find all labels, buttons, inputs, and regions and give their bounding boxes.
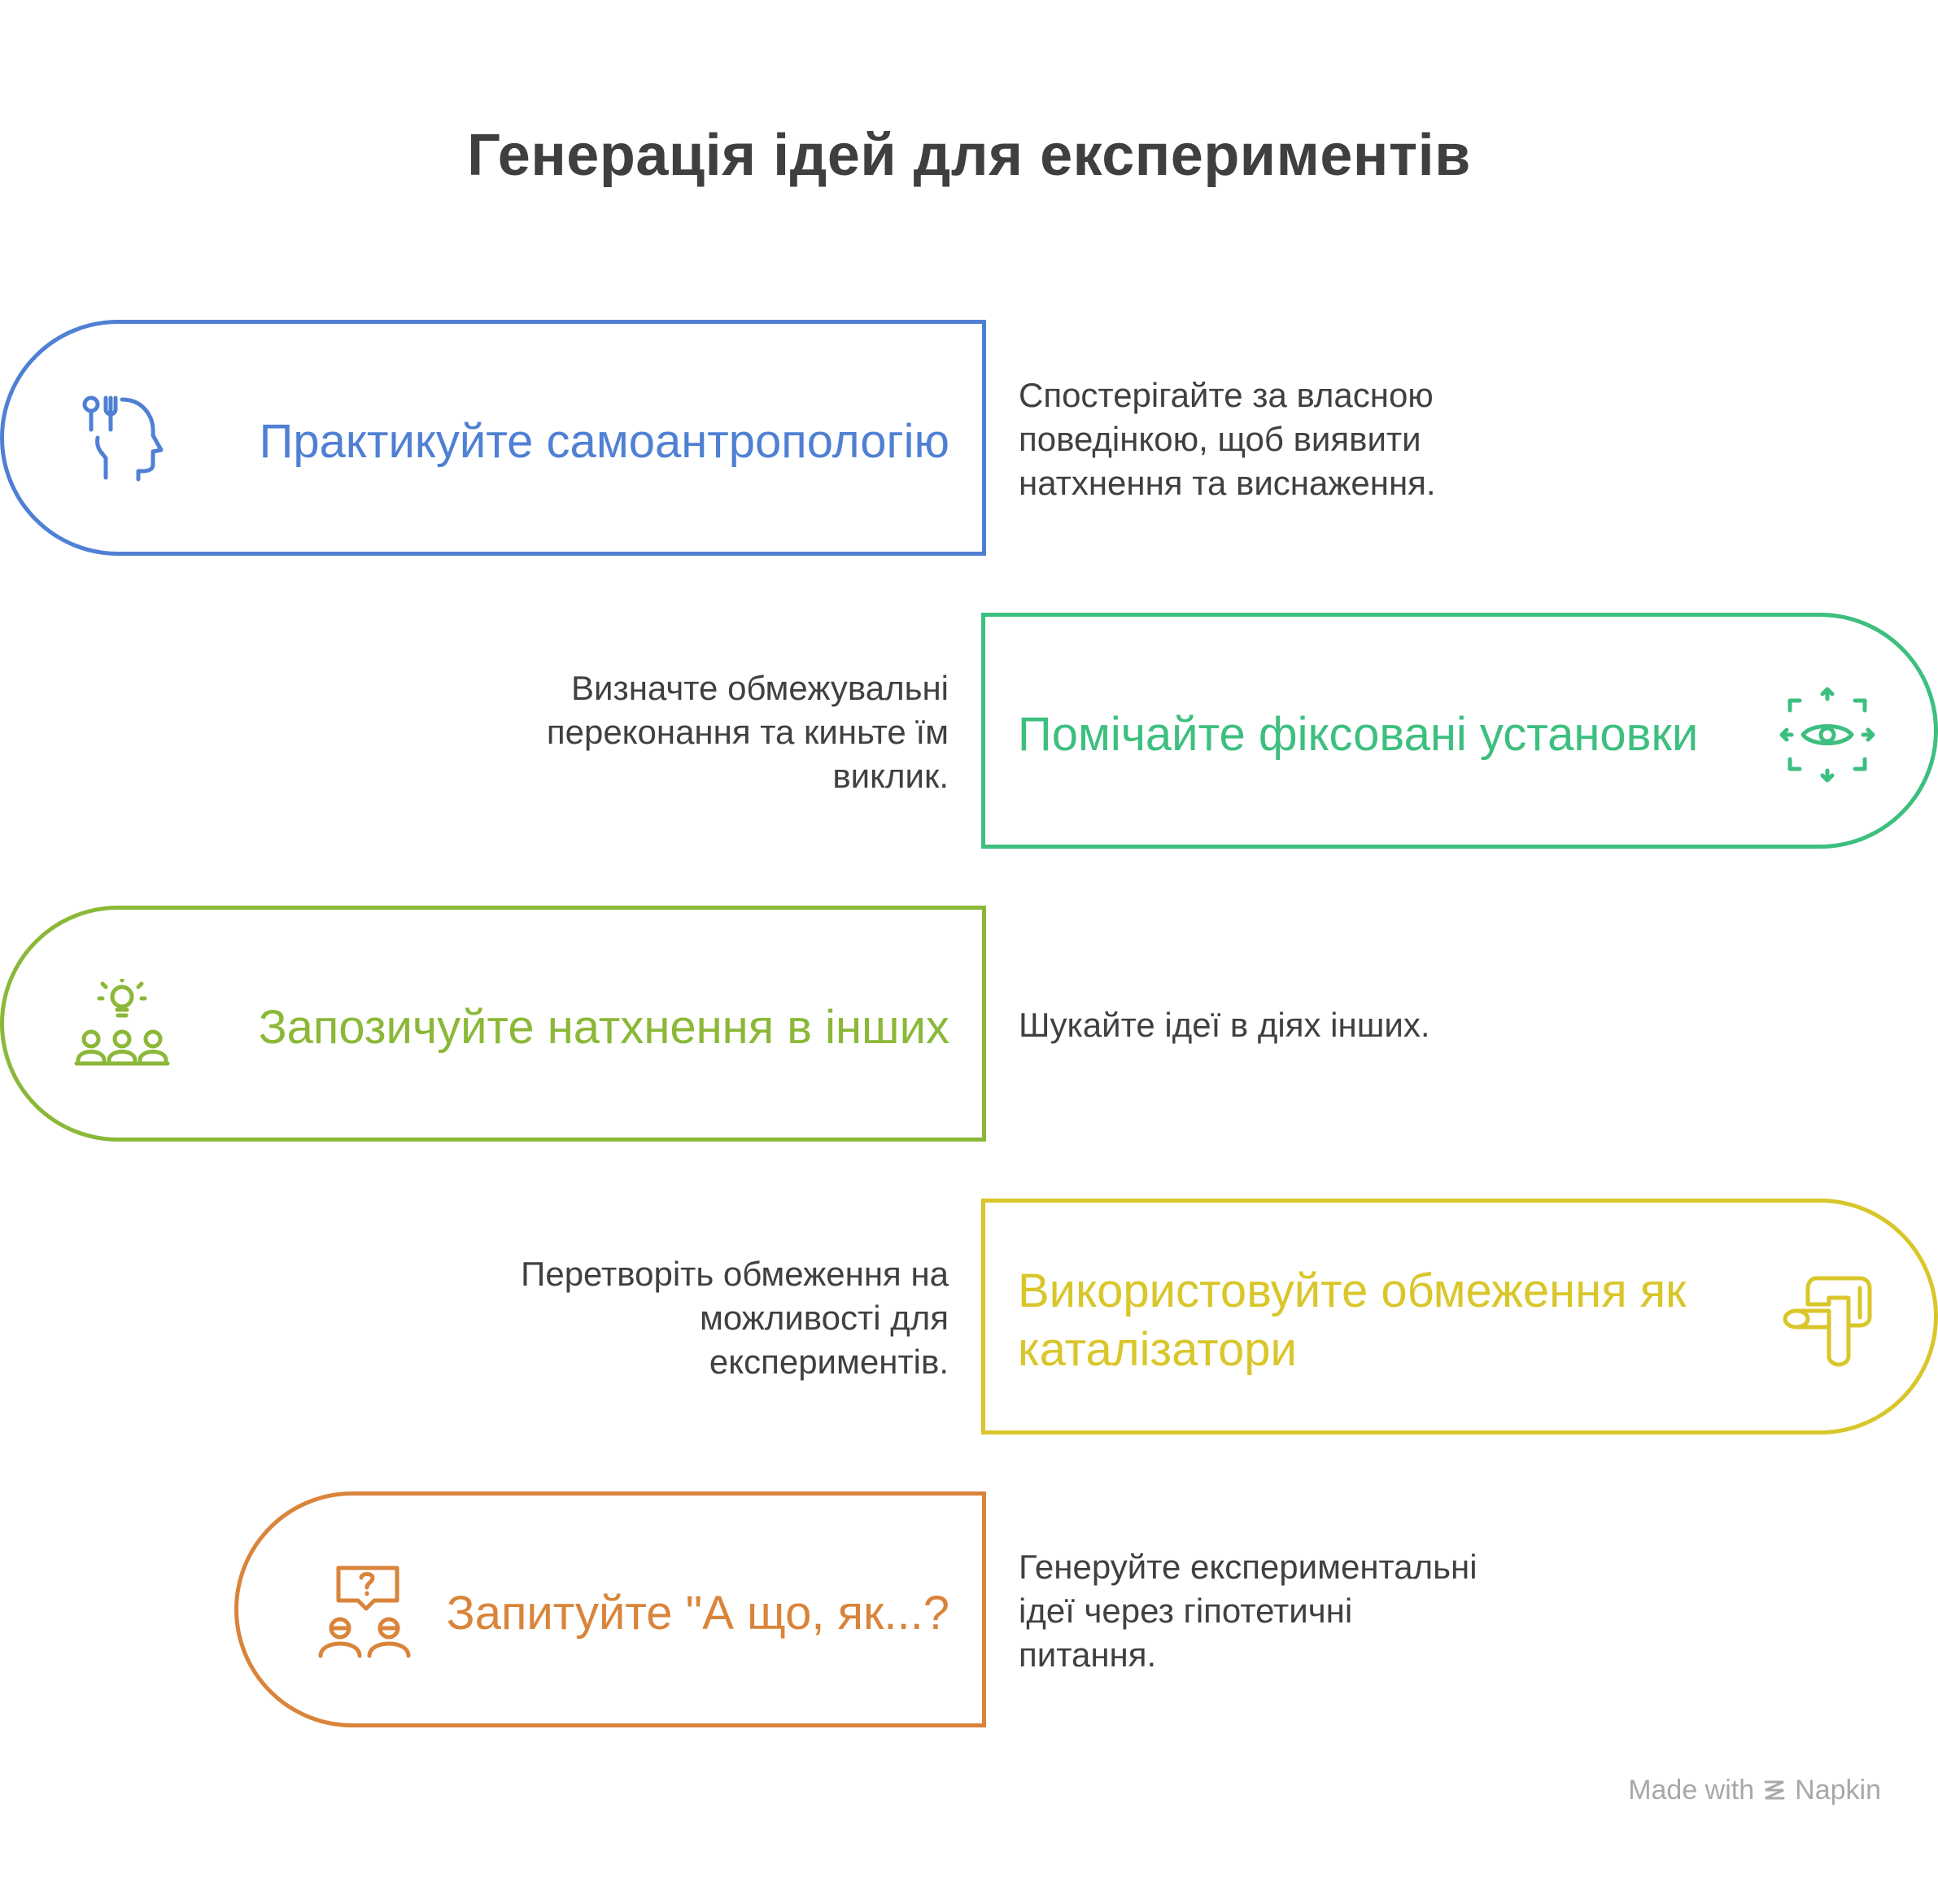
napkin-logo-icon: [1762, 1777, 1787, 1805]
step-pill-self-anthropology: [0, 320, 986, 556]
step-description: Шукайте ідеї в діях інших.: [1019, 1006, 1430, 1044]
step-label: Запозичуйте натхнення в інших: [258, 1001, 949, 1054]
head-utensils-icon: [73, 393, 171, 491]
page-title: Генерація ідей для експериментів: [467, 123, 1471, 188]
step-label: Практикуйте самоантропологію: [259, 415, 949, 468]
step-description: Генеруйте експериментальні ідеї через гіпотетичні питання.: [1019, 1548, 1478, 1674]
napkin-brand-text: Napkin: [1795, 1775, 1881, 1806]
made-with-text: Made with: [1628, 1775, 1755, 1806]
question-discussion-icon: [316, 1565, 413, 1662]
lightbulb-group-icon: [73, 979, 171, 1076]
step-pill-fixed-mindsets: [981, 613, 1938, 849]
made-with-napkin-badge: [1628, 1775, 1881, 1806]
step-label: Використовуйте обмеження як каталізатори: [1018, 1264, 1687, 1376]
step-pill-what-if: [234, 1491, 986, 1727]
step-description: Спостерігайте за власною поведінкою, щоб виявити натхнення та виснаження.: [1019, 376, 1436, 502]
step-pill-borrow-inspiration: [0, 906, 986, 1142]
step-description: Визначте обмежувальні переконання та киньте їм виклик.: [546, 669, 949, 795]
step-label: Помічайте фіксовані установки: [1018, 708, 1699, 761]
pipe-connector-icon: [1779, 1272, 1876, 1369]
step-pill-constraints-catalysts: [981, 1199, 1938, 1435]
step-label: Запитуйте "А що, як...?: [446, 1587, 949, 1640]
eye-focus-icon: [1779, 686, 1876, 784]
step-description: Перетворіть обмеження на можливості для експериментів.: [521, 1255, 949, 1381]
